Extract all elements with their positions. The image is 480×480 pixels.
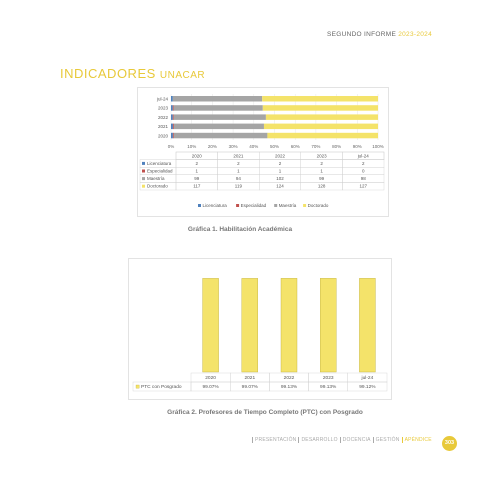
table-value: 1	[195, 168, 199, 174]
legend-key-doctorado	[303, 204, 306, 207]
footer-section-1[interactable]: DESARROLLO	[298, 437, 339, 443]
legend-label: Especialidad	[240, 203, 267, 208]
page-number: 303	[442, 436, 457, 451]
table-value: 99.07%	[202, 385, 219, 390]
y-category-label: 2020	[157, 133, 168, 139]
habilitacion-chart	[137, 87, 389, 217]
legend-label: Licenciatura	[202, 203, 227, 208]
footer-nav	[252, 437, 434, 443]
x-tick-label: 70%	[311, 144, 321, 149]
table-header-label: 2022	[283, 376, 295, 381]
table-value: 99.12%	[359, 385, 376, 390]
caption-chart-1: Gráfica 1. Habilitación Académica	[187, 226, 293, 233]
table-header-label: jul-24	[357, 153, 369, 159]
page-title	[60, 66, 205, 81]
ptc-bar	[320, 278, 336, 372]
bar-segment-licenciatura	[171, 114, 173, 120]
y-category-label: 2022	[157, 114, 168, 120]
x-tick-label: 90%	[352, 144, 362, 149]
x-tick-label: 0%	[167, 144, 175, 149]
bar-segment-maestría	[173, 96, 262, 102]
bar-segment-doctorado	[264, 124, 378, 130]
table-series-name: Especialidad	[147, 168, 173, 174]
bar-segment-doctorado	[267, 133, 378, 139]
table-header-label: 2022	[274, 153, 286, 159]
ptc-bar	[359, 278, 375, 372]
caption-chart-2: Gráfica 2. Profesores de Tiempo Completo (PTC) con Posgrado	[167, 409, 363, 416]
x-tick-label: 100%	[372, 144, 384, 149]
legend-key-licenciatura	[198, 204, 201, 207]
table-value: 124	[276, 183, 284, 189]
table-legend-key	[142, 177, 145, 180]
header-text: SEGUNDO INFORME	[326, 31, 399, 38]
bar-segment-licenciatura	[171, 124, 173, 130]
bar-segment-maestría	[174, 124, 264, 130]
bar-segment-licenciatura	[171, 133, 173, 139]
x-tick-label: 80%	[332, 144, 342, 149]
table-value: 2	[195, 160, 199, 166]
ptc-bar	[242, 278, 258, 372]
legend-key-especialidad	[236, 204, 239, 207]
table-value: 127	[359, 183, 367, 189]
table-value: 2	[278, 160, 282, 166]
table-value: 117	[193, 183, 201, 189]
table-series-name: PTC con Posgrado	[141, 385, 182, 390]
table-value: 0	[361, 168, 365, 174]
table-value: 102	[276, 176, 284, 182]
bar-segment-maestría	[174, 133, 268, 139]
title-small: UNACAR	[159, 70, 206, 81]
bar-segment-especialidad	[173, 133, 174, 139]
legend-label: Maestría	[278, 203, 297, 208]
x-tick-label: 40%	[249, 144, 259, 149]
y-category-label: jul-24	[156, 96, 168, 102]
footer-section-3[interactable]: GESTIÓN	[373, 437, 402, 443]
title-main: INDICADORES	[60, 66, 160, 81]
habilitacion-svg	[138, 88, 388, 216]
x-tick-label: 20%	[207, 144, 217, 149]
bar-segment-maestría	[174, 114, 266, 120]
header-years: 2023-2024	[398, 31, 432, 38]
bar-segment-maestría	[174, 105, 263, 111]
table-legend-key	[136, 385, 139, 388]
y-category-label: 2023	[157, 105, 168, 111]
running-header	[327, 31, 432, 38]
table-value: 98	[360, 176, 366, 182]
footer-section-2[interactable]: DOCENCIA	[340, 437, 373, 443]
table-value: 99	[194, 176, 200, 182]
ptc-svg	[129, 259, 391, 399]
table-value: 99.13%	[320, 385, 337, 390]
bar-segment-licenciatura	[171, 96, 173, 102]
x-tick-label: 50%	[269, 144, 280, 149]
table-value: 128	[317, 183, 326, 189]
table-header-label: 2023	[322, 376, 334, 381]
x-tick-label: 10%	[187, 144, 197, 149]
table-header-label: 2021	[233, 153, 244, 159]
bar-segment-licenciatura	[171, 105, 173, 111]
table-series-name: Maestría	[147, 176, 165, 182]
bar-segment-doctorado	[266, 114, 378, 120]
bar-segment-doctorado	[263, 105, 378, 111]
bar-segment-especialidad	[173, 124, 174, 130]
legend-key-maestría	[274, 204, 277, 207]
table-legend-key	[142, 162, 145, 165]
table-header-label: 2020	[191, 153, 202, 159]
table-value: 2	[361, 160, 365, 166]
table-value: 99.13%	[280, 385, 298, 390]
table-value: 119	[234, 183, 242, 189]
table-legend-key	[142, 170, 145, 173]
table-series-name: Doctorado	[147, 183, 168, 189]
footer-section-0[interactable]: PRESENTACIÓN	[252, 437, 298, 443]
table-value: 99	[319, 176, 325, 182]
y-category-label: 2021	[157, 124, 168, 130]
table-value: 1	[320, 168, 323, 174]
bar-segment-especialidad	[173, 114, 174, 120]
table-series-name: Licenciatura	[147, 160, 172, 166]
legend-label: Doctorado	[307, 203, 329, 208]
x-tick-label: 60%	[290, 144, 300, 149]
x-tick-label: 30%	[228, 144, 238, 149]
ptc-bar	[281, 278, 297, 372]
ptc-bar	[203, 278, 219, 372]
table-value: 2	[320, 160, 323, 166]
table-value: 99.07%	[241, 385, 258, 390]
footer-section-4[interactable]: APÉNDICE	[402, 437, 434, 443]
table-value: 94	[235, 176, 241, 182]
ptc-chart	[128, 258, 392, 400]
table-value: 2	[237, 160, 240, 166]
table-legend-key	[142, 185, 145, 188]
table-header-label: 2021	[244, 376, 256, 381]
bar-segment-doctorado	[262, 96, 378, 102]
table-value: 1	[237, 168, 240, 174]
bar-segment-especialidad	[173, 105, 174, 111]
table-header-label: jul-24	[361, 376, 374, 381]
table-header-label: 2020	[205, 376, 216, 381]
table-value: 1	[278, 168, 282, 174]
table-header-label: 2023	[316, 153, 327, 159]
